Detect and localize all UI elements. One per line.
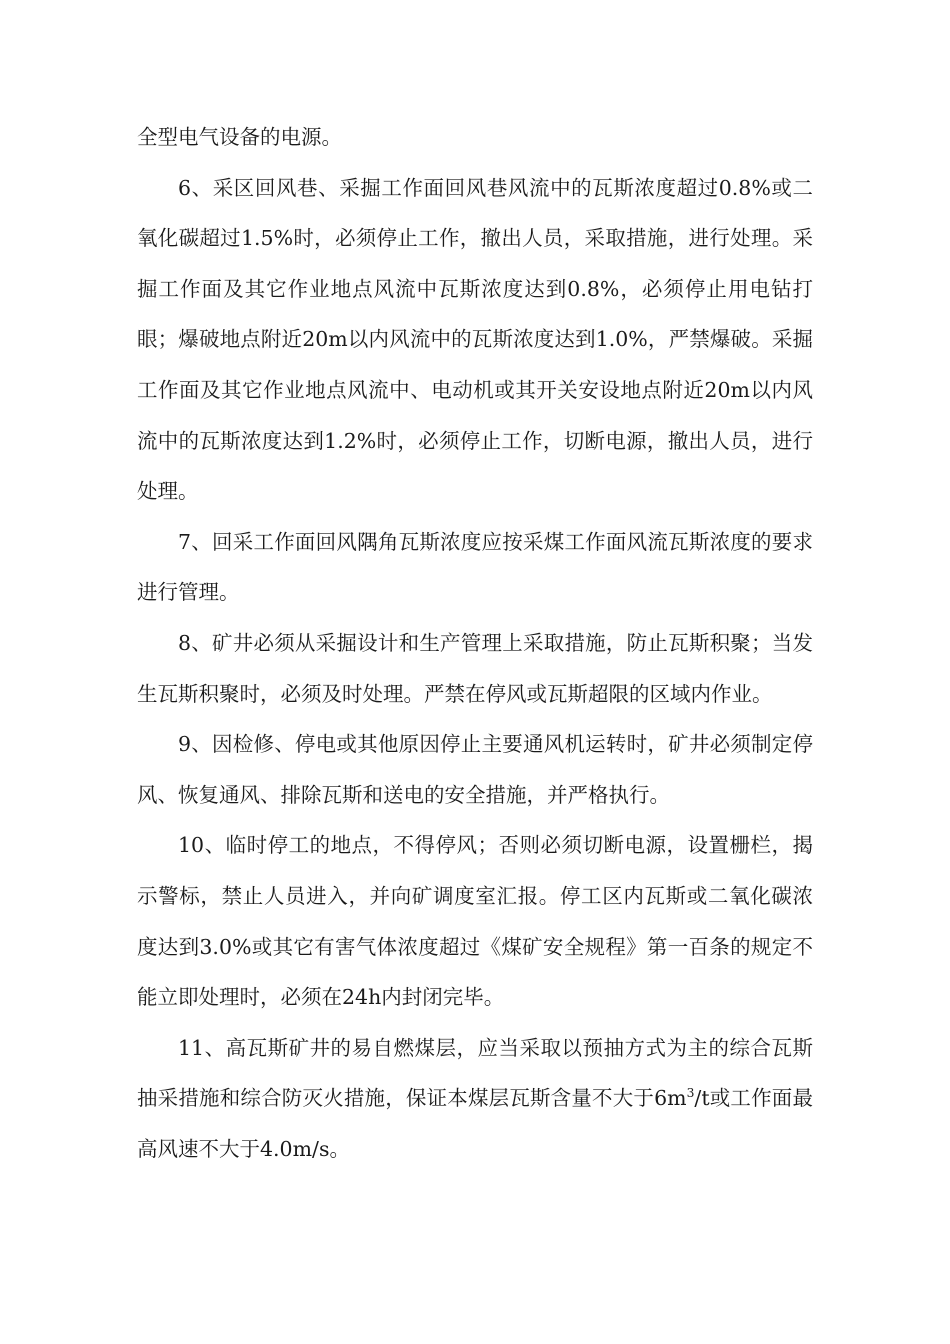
paragraph-item-8: 8、矿井必须从采掘设计和生产管理上采取措施，防止瓦斯积聚；当发生瓦斯积聚时，必须及时处理。严禁在停风或瓦斯超限的区域内作业。 [137, 630, 813, 706]
paragraph-item-11-text: 11、高瓦斯矿井的易自燃煤层，应当采取以预抽方式为主的综合瓦斯抽采措施和综合防灭火措施，保证本煤层瓦斯含量不大于6m [137, 1035, 813, 1111]
paragraph-item-11 [137, 1023, 813, 1175]
paragraph-item-6: 6、采区回风巷、采掘工作面回风巷风流中的瓦斯浓度超过0.8%或二氧化碳超过1.5%时，必须停止工作，撤出人员，采取措施，进行处理。采掘工作面及其它作业地点风流中瓦斯浓度达到0.8%，必须停止用电钻打眼；爆破地点附近20m以内风流中的瓦斯浓度达到1.0%，严禁爆破。采掘工作面及其它作业地点风流中、电动机或其开关安设地点附近20m以内风流中的瓦斯浓度达到1.2%时，必须停止工作，切断电源，撤出人员，进行处理。 [137, 175, 813, 504]
paragraph-item-10: 10、临时停工的地点，不得停风；否则必须切断电源，设置栅栏，揭示警标，禁止人员进入，并向矿调度室汇报。停工区内瓦斯或二氧化碳浓度达到3.0%或其它有害气体浓度超过《煤矿安全规程》第一百条的规定不能立即处理时，必须在24h内封闭完毕。 [137, 833, 813, 1010]
paragraph-item-7: 7、回采工作面回风隅角瓦斯浓度应按采煤工作面风流瓦斯浓度的要求进行管理。 [137, 529, 813, 605]
superscript-unit: 3 [686, 1086, 695, 1101]
document-body [137, 112, 813, 1174]
paragraph-item-9: 9、因检修、停电或其他原因停止主要通风机运转时，矿井必须制定停风、恢复通风、排除瓦斯和送电的安全措施，并严格执行。 [137, 732, 813, 807]
paragraph-continuation: 全型电气设备的电源。 [137, 125, 342, 149]
paragraph-item-11-text-end: /t或工作面最高风速不大于4.0m/s。 [137, 1086, 813, 1161]
